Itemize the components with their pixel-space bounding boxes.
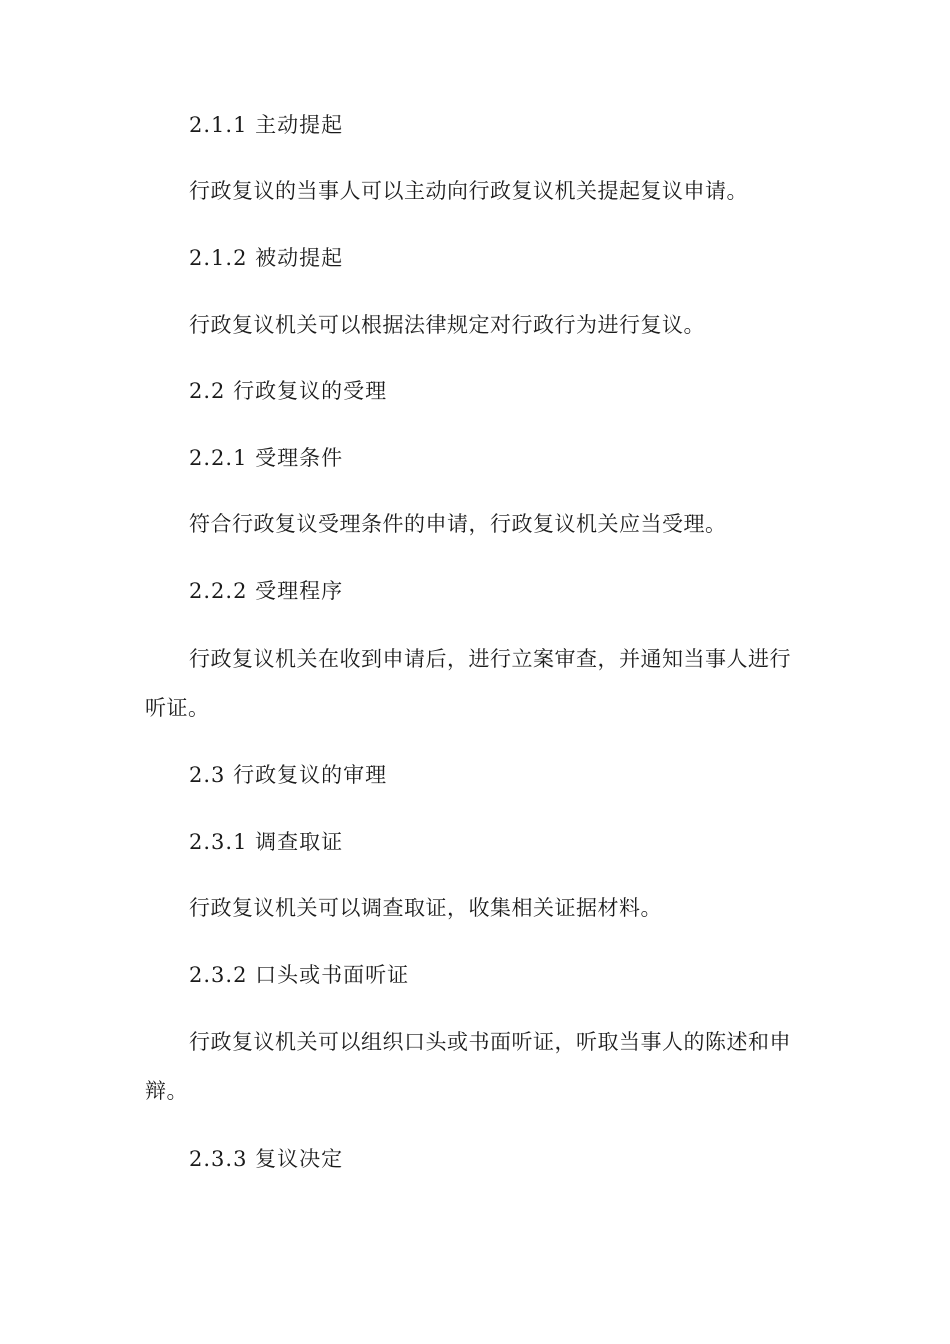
body-paragraph: 行政复议机关可以组织口头或书面听证，听取当事人的陈述和申辩。 — [145, 1030, 791, 1103]
heading-2-3-3: 2.3.3 复议决定 — [189, 1147, 344, 1171]
body-paragraph: 符合行政复议受理条件的申请，行政复议机关应当受理。 — [189, 512, 727, 536]
body-paragraph: 行政复议的当事人可以主动向行政复议机关提起复议申请。 — [189, 179, 748, 203]
heading-2-2-2: 2.2.2 受理程序 — [189, 579, 344, 603]
body-paragraph: 行政复议机关在收到申请后，进行立案审查，并通知当事人进行听证。 — [145, 647, 791, 720]
heading-2-3: 2.3 行政复议的审理 — [189, 763, 388, 787]
body-paragraph: 行政复议机关可以根据法律规定对行政行为进行复议。 — [189, 313, 705, 337]
body-paragraph: 行政复议机关可以调查取证，收集相关证据材料。 — [189, 896, 662, 920]
heading-2-3-2: 2.3.2 口头或书面听证 — [189, 963, 410, 987]
heading-2-3-1: 2.3.1 调查取证 — [189, 830, 344, 854]
heading-2-2-1: 2.2.1 受理条件 — [189, 446, 344, 470]
heading-2-2: 2.2 行政复议的受理 — [189, 379, 388, 403]
heading-2-1-1: 2.1.1 主动提起 — [189, 113, 344, 137]
heading-2-1-2: 2.1.2 被动提起 — [189, 246, 344, 270]
